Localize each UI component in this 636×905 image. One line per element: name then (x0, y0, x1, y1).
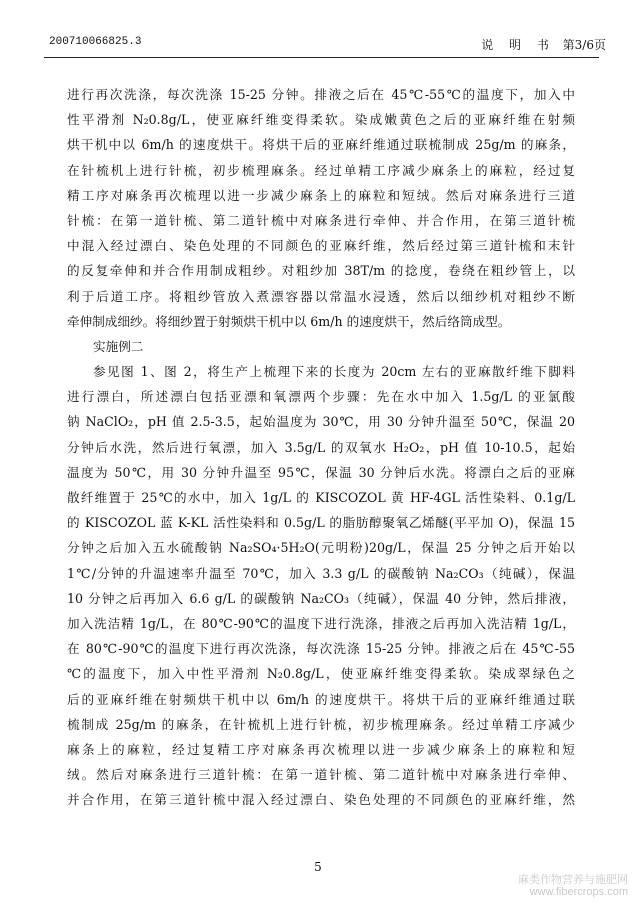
text-line: 并合作用，在第三道针梳中混入经过漂白、染色处理的不同颜色的亚麻纤维，然 (67, 792, 575, 808)
text-line: 精工序对麻条再次梳理以进一步减少麻条上的麻粒和短绒。然后对麻条进行三道 (67, 187, 575, 203)
text-line: 针梳：在第一道针梳、第二道针梳中对麻条进行牵伸、并合作用，在第三道针梳 (67, 212, 575, 228)
text-line: 烘干机中以 6m/h 的速度烘干。将烘干后的亚麻纤维通过联梳制成 25g/m 的麻条， (67, 137, 575, 153)
text-line: 麻条上的麻粒，经过复精工序对麻条再次梳理以进一步减少麻条上的麻粒和短 (67, 741, 575, 757)
text-line: 中混入经过漂白、染色处理的不同颜色的亚麻纤维，然后经过第三道针梳和末针 (67, 238, 575, 254)
watermark-text: 麻类作物营养与施肥网 (518, 873, 628, 886)
text-line: 的反复牵伸和并合作用制成粗纱。对粗纱加 38T/m 的捻度，卷绕在粗纱管上，以 (67, 263, 575, 279)
text-line: 分钟后水洗，然后进行氧漂，加入 3.5g/L 的双氧水 H₂O₂，pH 值 10-10.5，起始 (67, 439, 575, 455)
text-line: 加入洗洁精 1g/L，在 80℃-90℃的温度下进行洗涤，排液之后再加入洗洁精 1g/L， (67, 615, 575, 631)
page-number: 5 (314, 860, 322, 874)
watermark-url: www.fibercrops.com (529, 886, 628, 898)
text-line: 牵伸制成细纱。将细纱置于射频烘干机中以 6m/h 的速度烘干，然后络筒成型。 (67, 313, 511, 329)
page-header (49, 36, 606, 54)
text-line: 进行漂白，所述漂白包括亚漂和氧漂两个步骤：先在水中加入 1.5g/L 的亚氯酸 (67, 389, 575, 405)
watermark (518, 873, 628, 899)
text-line: 1℃/分钟的升温速率升温至 70℃，加入 3.3 g/L 的碳酸钠 Na₂CO₃（纯碱），保温 (67, 565, 575, 581)
text-line: 利于后道工序。将粗纱管放入煮漂容器以常温水浸透，然后以细纱机对粗纱不断 (67, 288, 575, 304)
document-label: 说 明 书 (481, 38, 555, 52)
page-info: 第3/6页 (562, 38, 606, 52)
text-line: 后的亚麻纤维在射频烘干机中以 6m/h 的速度烘干。将烘干后的亚麻纤维通过联 (67, 691, 575, 707)
text-line: 在针梳机上进行针梳，初步梳理麻条。经过单精工序减少麻条上的麻粒，经过复 (67, 162, 575, 178)
text-line: 性平滑剂 N₂0.8g/L，使亚麻纤维变得柔软。染成嫩黄色之后的亚麻纤维在射频 (67, 112, 575, 128)
paragraph-2 (67, 359, 575, 812)
text-line: 散纤维置于 25℃的水中，加入 1g/L 的 KISCOZOL 黄 HF-4GL 活性染料、0.1g/L (67, 490, 575, 505)
patent-number: 200710066825.3 (49, 36, 142, 48)
header-right (481, 36, 606, 53)
paragraph-1 (67, 82, 575, 334)
text-line: ℃的温度下，加入中性平滑剂 N₂0.8g/L，使亚麻纤维变得柔软。染成翠绿色之 (67, 666, 575, 682)
text-line: 进行再次洗涤，每次洗涤 15-25 分钟。排液之后在 45℃-55℃的温度下，加入中 (67, 87, 575, 102)
header-rule (44, 57, 599, 58)
section-heading: 实施例二 (93, 338, 144, 354)
text-line: 在 80℃-90℃的温度下进行再次洗涤，每次洗涤 15-25 分钟。排液之后在 45℃-55 (67, 641, 575, 657)
text-line: 分钟之后加入五水硫酸钠 Na₂SO₄·5H₂O(元明粉)20g/L，保温 25 分钟之后开始以 (67, 540, 575, 556)
text-line: 梳制成 25g/m 的麻条，在针梳机上进行针梳，初步梳理麻条。经过单精工序减少 (67, 716, 575, 732)
text-line: 绒。然后对麻条进行三道针梳：在第一道针梳、第二道针梳中对麻条进行牵伸、 (67, 767, 575, 783)
text-line: 10 分钟之后再加入 6.6 g/L 的碳酸钠 Na₂CO₃（纯碱），保温 40 分钟，然后排液， (67, 590, 575, 606)
text-line: 参见图 1、图 2，将生产上梳理下来的长度为 20cm 左右的亚麻散纤维下脚料 (93, 364, 575, 380)
document-body (67, 82, 575, 812)
text-line: 钠 NaClO₂，pH 值 2.5-3.5，起始温度为 30℃，用 30 分钟升温至 50℃，保温 20 (67, 414, 575, 430)
text-line: 的 KISCOZOL 蓝 K-KL 活性染料和 0.5g/L 的脂肪醇聚氧乙烯醚(平平加 O)，保温 15 (67, 515, 575, 531)
text-line: 温度为 50℃，用 30 分钟升温至 95℃，保温 30 分钟后水洗。将漂白之后的亚麻 (67, 464, 575, 480)
